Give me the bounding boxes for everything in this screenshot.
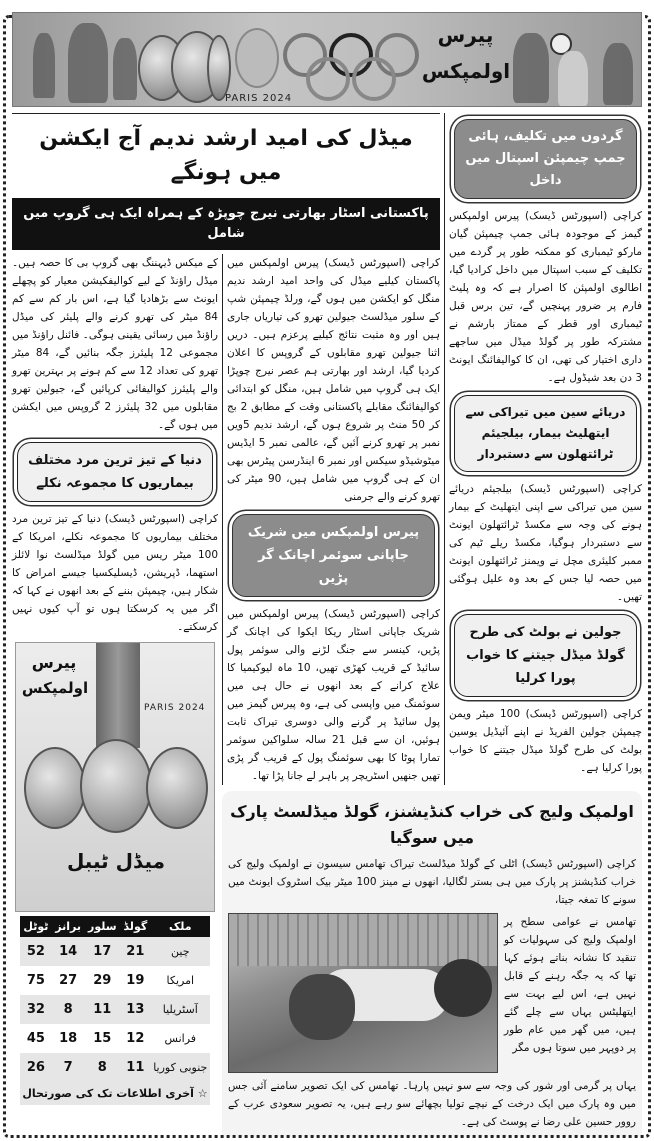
athlete-silhouette (113, 38, 137, 100)
country: آسٹریلیا (151, 995, 210, 1024)
bench-image (229, 914, 497, 966)
silver-count: 17 (84, 937, 120, 966)
gold-count: 21 (120, 937, 150, 966)
julien-headline: جولین نے بولٹ کی طرح گولڈ میڈل جیتنے کا خواب پورا کرلیا (454, 614, 637, 697)
paris-2024-logo-text: PARIS 2024 (225, 93, 293, 104)
athlete-silhouette (33, 33, 55, 98)
table-row (20, 1053, 210, 1082)
silver-count: 15 (84, 1024, 120, 1053)
medal-graphic-paris-logo: PARIS 2024 (144, 703, 206, 713)
gold-count: 12 (120, 1024, 150, 1053)
bronze-count: 27 (52, 966, 85, 995)
table-row (20, 995, 210, 1024)
header-total: ٹوٹل (20, 916, 52, 937)
silver-count: 8 (84, 1053, 120, 1082)
country: امریکا (151, 966, 210, 995)
silver-count: 11 (84, 995, 120, 1024)
bronze-count: 18 (52, 1024, 85, 1053)
medal-table-header (20, 916, 210, 937)
page-grid (12, 113, 642, 1137)
olympic-village-body-bottom: یہاں پر گرمی اور شور کی وجہ سے سو نہیں پارہا۔ تھامس کی ایک تصویر سامنے آئی جس میں وہ پارک میں ایک درخت کے نیچے تولیا بچھائے سو رہے ہیں، یہ تصویر سعودی عرب کے روور حسین علی رضا نے پوسٹ کی ہے۔ (228, 1080, 636, 1128)
shorts-image (289, 974, 355, 1040)
julien-body: کراچی (اسپورٹس ڈیسک) 100 میٹر ویمن چیمپئن جولین الفریڈ نے اپنے آئیڈیل یوسین بولٹ کی طرح گولڈ میڈل جیتنے کا خواب پورا کرلیا ہے۔ (449, 708, 642, 774)
gold-medal-icon (80, 739, 152, 833)
olympic-village-story (222, 791, 642, 1137)
belgium-body: کراچی (اسپورٹس ڈیسک) بیلجیئم دریائے سین میں تیراکی سے اپنی ایتھلیٹ کے بیمار ہونے کی وجہ سے مکسڈ ٹرائتھلون ایونٹ سے دستبردار ہوگیا، مکسڈ ریلے ٹیم کی ممبر کلیئری مچل نے ویمنز ٹرائتھلون ایونٹ میں حصہ لیا جس کے بعد وہ علیل ہوگئی تھیں۔ (449, 483, 642, 603)
country: فرانس (151, 1024, 210, 1053)
footnote-text: آخری اطلاعات تک کی صورتحال (22, 1087, 194, 1100)
high-jump-body: کراچی (اسپورٹس ڈیسک) پیرس اولمپکس گیمز کے موجودہ ہائی جمپ چیمپئن گیان مارکو ٹیمباری کو ممکنہ طور پر گردے میں تکلیف کے سبب اسپتال میں داخل کرادیا گیا، اطالوی اولمپئن کا اصرار ہے کہ وہ پلیٹ فارم پر ضرور پہنچیں گے، تین برس قبل ٹیمباری اور قطر کے ممتاز بارشم نے مشترکہ طور پر گولڈ میڈل میں ساجھے داری اختیار کی تھی، ان کا کوالیفائنگ ایونٹ 3 دن بعد شیڈول ہے۔ (449, 210, 642, 384)
banner-title-line1: پیرس (437, 23, 494, 47)
bronze-count: 8 (52, 995, 85, 1024)
medal-icon (207, 35, 231, 101)
total-count: 32 (20, 995, 52, 1024)
medal-graphic-title-line2: اولمپکس (21, 679, 89, 697)
table-row (20, 966, 210, 995)
total-count: 75 (20, 966, 52, 995)
player-silhouette (513, 33, 549, 103)
main-story-body-1: کراچی (اسپورٹس ڈیسک) پیرس اولمپکس میں پاکستان کیلیے میڈل کی واحد امید ارشد ندیم منگل کو ایکشن میں ہوں گے، ورلڈ چیمپئن شپ کے سلور میڈلسٹ جیولین تھرو کی تیاریاں جاری ہیں اور وہ مثبت نتائج کیلیے پرعزم ہیں۔ دریں اثنا جیولین تھرو مقابلوں کے گروپس کا اعلان کردیا گیا، ارشد اور بھارتی ہم عصر نیرج چوپڑا ایک ہی گروپ میں شامل ہیں، منگل کو ابتدائی کوالیفائنگ مقابلے پاکستانی وقت کے مطابق 2 بج کر 50 منٹ پر شروع ہوں گے، ارشد ندیم 5ویں نمبر پر تھرو کرنے آئیں گے، عالمی نمبر 5 ایڈیس میٹوشیڈو سیکس اور نمبر 6 اینڈرسن پیٹرس بھی ان کے ہی گروپ میں شامل ہیں، 90 میٹر کی تھرو کرنے والے جرمنی (227, 257, 440, 503)
karate-silhouette (558, 51, 588, 106)
medal-table-caption: میڈل ٹیبل (66, 849, 166, 873)
olympic-village-photo-row (228, 913, 636, 1073)
main-headline: میڈل کی امید ارشد ندیم آج ایکشن میں ہونگے (12, 113, 440, 198)
medal-graphic-title-line1: پیرس (31, 653, 77, 672)
gold-count: 19 (120, 966, 150, 995)
header-bronze: برانز (52, 916, 85, 937)
paris-olympics-banner (12, 12, 642, 107)
olympic-village-body-side: تھامس نے عوامی سطح پر اولمپک ولیج کی سہولیات کو تنقید کا نشانہ بناتے ہوئے کہا تھا کہ یہ جگہ رہنے کے قابل نہیں ہے، اس لیے بہت سے ایتھلیٹس یہاں سے چلے گئے ہیں، میں گھر میں عام طور پر دوپہر میں سوتا ہوں مگر (504, 916, 636, 1054)
japanese-swimmer-headline: پیرس اولمپکس میں شریک جاپانی سوئمر اچانک گر پڑیں (232, 514, 435, 597)
left-column (12, 254, 218, 1137)
table-row (20, 937, 210, 966)
main-story-body-2: کے میکس ڈیہننگ بھی گروپ بی کا حصہ ہیں۔ میڈل راؤنڈ کے لیے کوالیفکیشن معیار کو پچھلے ایونٹ سے بڑھادیا گیا ہے، اس بار کم سے کم 84 میٹر کی تھرو کرنے والے پلیئر کی میڈل راؤنڈ میں رسائی یقینی ہوگی۔ فائنل راؤنڈ میں مجموعی 12 پلیئرز جگہ بنائیں گے، 84 میٹر تھرو کی تعداد 12 سے کم ہونے پر بہترین تھرو والے پلیئرز کوالیفائی کرپائیں گے، جیولین تھرو مقابلوں میں 32 پلیئرز 2 گروپس میں ایکشن میں ہوں گے۔ (12, 257, 219, 431)
star-icon: ☆ (197, 1087, 208, 1100)
country: چین (151, 937, 210, 966)
table-row (20, 1024, 210, 1053)
medal-table (20, 916, 210, 1105)
right-column (444, 113, 642, 785)
belgium-headline: دریائے سین میں تیراکی سے ایتھلیٹ بیمار، بیلجیئم ٹرائتھلون سے دستبردار (454, 395, 637, 472)
silver-medal-icon (24, 747, 86, 829)
medal-table-footnote (20, 1082, 210, 1105)
header-country: ملک (151, 916, 210, 937)
country: جنوبی کوریا (151, 1053, 210, 1082)
silver-count: 29 (84, 966, 120, 995)
medal-graphic (15, 642, 215, 912)
bronze-medal-icon (146, 747, 208, 829)
gold-count: 11 (120, 1053, 150, 1082)
olympic-village-body-top: کراچی (اسپورٹس ڈیسک) اٹلی کے گولڈ میڈلسٹ تیراک تھامس سیسون نے اولمپک ولیج کی خراب کنڈیشنز پر پارک میں ہی بستر لگالیا، انھوں نے مینز 100 میٹر بیک اسٹروک ایونٹ میں سونے کا تمغہ جیتا، (228, 858, 637, 906)
tennis-silhouette (603, 43, 633, 105)
bronze-count: 14 (52, 937, 85, 966)
gold-count: 13 (120, 995, 150, 1024)
total-count: 52 (20, 937, 52, 966)
header-gold: گولڈ (120, 916, 150, 937)
japanese-swimmer-body: کراچی (اسپورٹس ڈیسک) پیرس اولمپکس میں شریک جاپانی اسٹار ریکا ایکوا کی اچانک گر پڑیں، کینسر سے جنگ لڑنے والی سوئمر پول سائیڈ کے قریب کھڑی تھیں، 10 ماہ لیوکیمیا کا علاج کرانے کے بعد انھوں نے حال ہی میں سوئمنگ میں واپسی کی ہے، وہ پیرس گیمز میں پول سائیڈ پر گرنے والی دوسری تیراک ثابت ہوئیں، ان سے قبل 21 سالہ سلواکین سوئمر تمارا پوٹا کا بھی سوئمنگ پول کے قریب گر پڑی تھیں جنھیں اسٹریچر پر باہر لے جانا پڑا تھا۔ (227, 608, 440, 782)
header-silver: سلور (84, 916, 120, 937)
olympic-rings-icon (283, 33, 419, 103)
shooter-silhouette (68, 23, 108, 103)
total-count: 26 (20, 1053, 52, 1082)
main-subheadline: پاکستانی اسٹار بھارتی نیرج چوپڑہ کے ہمراہ ایک ہی گروپ میں شامل (12, 198, 440, 250)
olympic-village-headline: اولمپک ولیج کی خراب کنڈیشنز، گولڈ میڈلسٹ پارک میں سوگیا (230, 802, 634, 847)
high-jump-headline: گردوں میں تکلیف، ہائی جمپ چیمپئن اسپتال میں داخل (454, 119, 637, 199)
sleeping-swimmer-photo (228, 913, 498, 1073)
middle-column (222, 254, 440, 785)
bag-image (434, 959, 492, 1017)
fastest-man-headline: دنیا کے تیز ترین مرد مختلف بیماریوں کا مجموعہ نکلے (17, 442, 213, 502)
medal-ribbon (96, 643, 140, 748)
fastest-man-body: کراچی (اسپورٹس ڈیسک) دنیا کے تیز ترین مرد مختلف بیماریوں کا مجموعہ نکلے، امریکا کے 100 میٹر ریس میں گولڈ میڈلسٹ نوا لائلز استھما، ڈپریشن، ڈیسلیکسیا جیسے امراض کا شکار ہیں، چیمپئن بننے کے بعد انھوں نے کہا کہ اگر میں یہ کرسکتا ہوں تو آپ کیوں نہیں کرسکتے۔ (12, 513, 218, 633)
total-count: 45 (20, 1024, 52, 1053)
paris-flame-logo-icon (235, 28, 279, 88)
banner-title-line2: اولمپکس (421, 59, 511, 83)
bronze-count: 7 (52, 1053, 85, 1082)
